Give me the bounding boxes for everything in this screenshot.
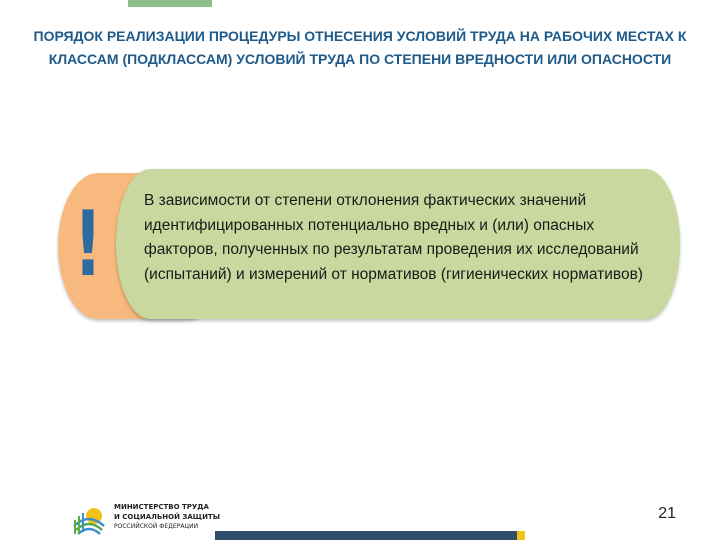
bottom-bar	[215, 531, 525, 540]
callout-green-pill	[116, 169, 680, 319]
callout-text: В зависимости от степени отклонения фактических значений идентифицированных потенциально вредных и (или) опасных факторов, полученных по результатам проведения их исследований (испытаний) и измерений от нормативов (гигиенических нормативов)	[144, 192, 643, 283]
logo-text	[114, 503, 224, 532]
page-number: 21	[658, 505, 676, 522]
logo-line-3: РОССИЙСКОЙ ФЕДЕРАЦИИ	[114, 523, 199, 530]
ministry-emblem-icon	[72, 502, 106, 536]
ministry-logo	[72, 502, 222, 536]
logo-line-2: И СОЦИАЛЬНОЙ ЗАЩИТЫ	[114, 512, 220, 521]
exclamation-icon: !	[73, 192, 103, 297]
slide-title: ПОРЯДОК РЕАЛИЗАЦИИ ПРОЦЕДУРЫ ОТНЕСЕНИЯ УСЛОВИЙ ТРУДА НА РАБОЧИХ МЕСТАХ К КЛАССАМ (ПОДКЛАССАМ) УСЛОВИЙ ТРУДА ПО СТЕПЕНИ ВРЕДНОСТИ ИЛИ ОПАСНОСТИ	[33, 28, 687, 67]
top-accent-bar	[128, 0, 212, 7]
bottom-bar-accent	[517, 531, 525, 540]
logo-line-1: МИНИСТЕРСТВО ТРУДА	[114, 503, 209, 511]
callout	[58, 169, 680, 321]
